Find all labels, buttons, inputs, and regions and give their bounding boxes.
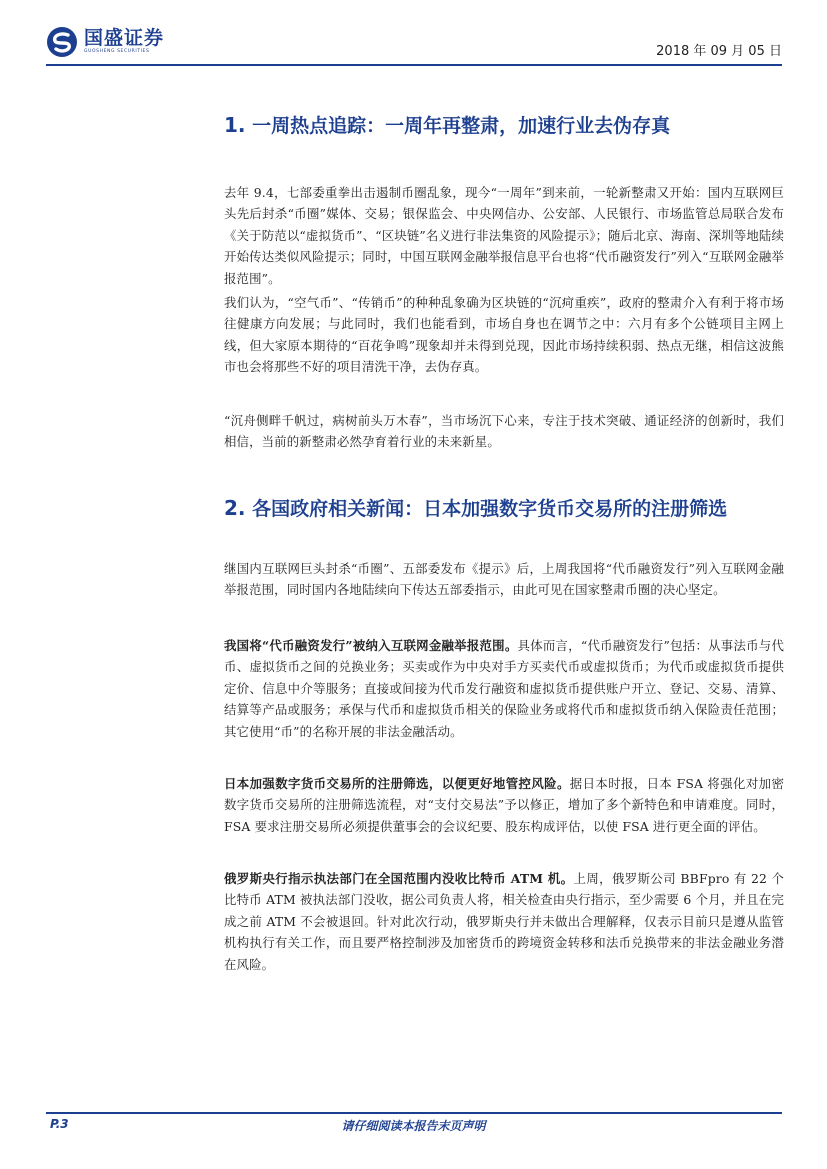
paragraph-text: 据日本时报，日本 FSA 将强化对加密数字货币交易所的注册筛选流程，对“支付交易法”予以修正，增加了多个新特色和申请难度。同时，FSA 要求注册交易所必须提供董事会的会议纪要、股东构成评估，以使 FSA 进行更全面的评估。: [224, 776, 784, 834]
section-title: 各国政府相关新闻：日本加强数字货币交易所的注册筛选: [245, 498, 728, 520]
paragraph-lead: 日本加强数字货币交易所的注册筛选，以便更好地管控风险。: [224, 776, 570, 791]
page-header: [46, 26, 782, 62]
paragraph-text: 去年 9.4，七部委重拳出击遏制币圈乱象，现今“一周年”到来前，一轮新整肃又开始：国内互联网巨头先后封杀“币圈”媒体、交易；银保监会、中央网信办、公安部、人民银行、市场监管总局联合发布《关于防范以“虚拟货币”、“区块链”名义进行非法集资的风险提示》；随后北京、海南、深圳等地陆续开始传达类似风险提示；同时，中国互联网金融举报信息平台也将“代币融资发行”列入“互联网金融举报范围”。: [224, 185, 784, 286]
paragraph-text: 具体而言，“代币融资发行”包括：从事法币与代币、虚拟货币之间的兑换业务；买卖或作为中央对手方买卖代币或虚拟货币；为代币或虚拟货币提供定价、信息中介等服务；直接或间接为代币发行融资和虚拟货币提供账户开立、登记、交易、清算、结算等产品或服务；承保与代币和虚拟货币相关的保险业务或将代币和虚拟货币纳入保险责任范围；其它使用“币”的名称开展的非法金融活动。: [224, 638, 785, 739]
section-number: 1.: [224, 113, 246, 137]
page-number: P.3: [50, 1117, 69, 1131]
footer-disclaimer: 请仔细阅读本报告末页声明: [341, 1119, 486, 1133]
company-logo: [46, 26, 164, 58]
section-number: 2.: [224, 496, 246, 520]
logo-icon: [46, 26, 78, 58]
paragraph-text: 继国内互联网巨头封杀“币圈”、五部委发布《提示》后，上周我国将“代币融资发行”列入互联网金融举报范围，同时国内各地陆续向下传达五部委指示，由此可见在国家整肃币圈的决心坚定。: [224, 561, 784, 598]
footer-divider: [46, 1112, 782, 1114]
paragraph: [224, 292, 784, 378]
header-divider: [46, 64, 782, 66]
paragraph: [224, 410, 784, 453]
paragraph: [224, 773, 784, 837]
paragraph-lead: 俄罗斯央行指示执法部门在全国范围内没收比特币 ATM 机。: [224, 871, 574, 886]
paragraph-text: 我们认为，“空气币”、“传销币”的种种乱象确为区块链的“沉疴重疾”，政府的整肃介入有利于将市场往健康方向发展；与此同时，我们也能看到，市场自身也在调节之中：六月有多个公链项目主网上线，但大家原本期待的“百花争鸣”现象却并未得到兑现，因此市场持续积弱、热点无继，相信这波熊市也会将那些不好的项目清洗干净，去伪存真。: [224, 295, 784, 375]
report-date: 2018 年 09 月 05 日: [656, 44, 782, 59]
logo-name-en: GUOSHENG SECURITIES: [84, 49, 150, 54]
section-heading-1: [224, 111, 670, 138]
paragraph: [224, 635, 784, 742]
section-heading-2: [224, 494, 727, 521]
paragraph-text: “沉舟侧畔千帆过，病树前头万木春”，当市场沉下心来，专注于技术突破、通证经济的创新时，我们相信，当前的新整肃必然孕育着行业的未来新星。: [224, 413, 784, 450]
paragraph-text: 上周，俄罗斯公司 BBFpro 有 22 个比特币 ATM 被执法部门没收，据公司负责人将，相关检查由央行指示，至少需要 6 个月，并且在完成之前 ATM 不会被退回。针对此次行动，俄罗斯央行并未做出合理解释，仅表示目前只是遵从监管机构执行有关工作，而且要严格控制涉及加密货币的跨境资金转移和法币兑换带来的非法金融业务潜在风险。: [224, 871, 784, 972]
section-title: 一周热点追踪：一周年再整肃，加速行业去伪存真: [245, 115, 671, 137]
paragraph: [224, 868, 784, 975]
paragraph: [224, 182, 784, 289]
paragraph-lead: 我国将“代币融资发行”被纳入互联网金融举报范围。: [224, 638, 518, 653]
paragraph: [224, 558, 784, 601]
logo-name-cn: 国盛证券: [84, 27, 165, 49]
